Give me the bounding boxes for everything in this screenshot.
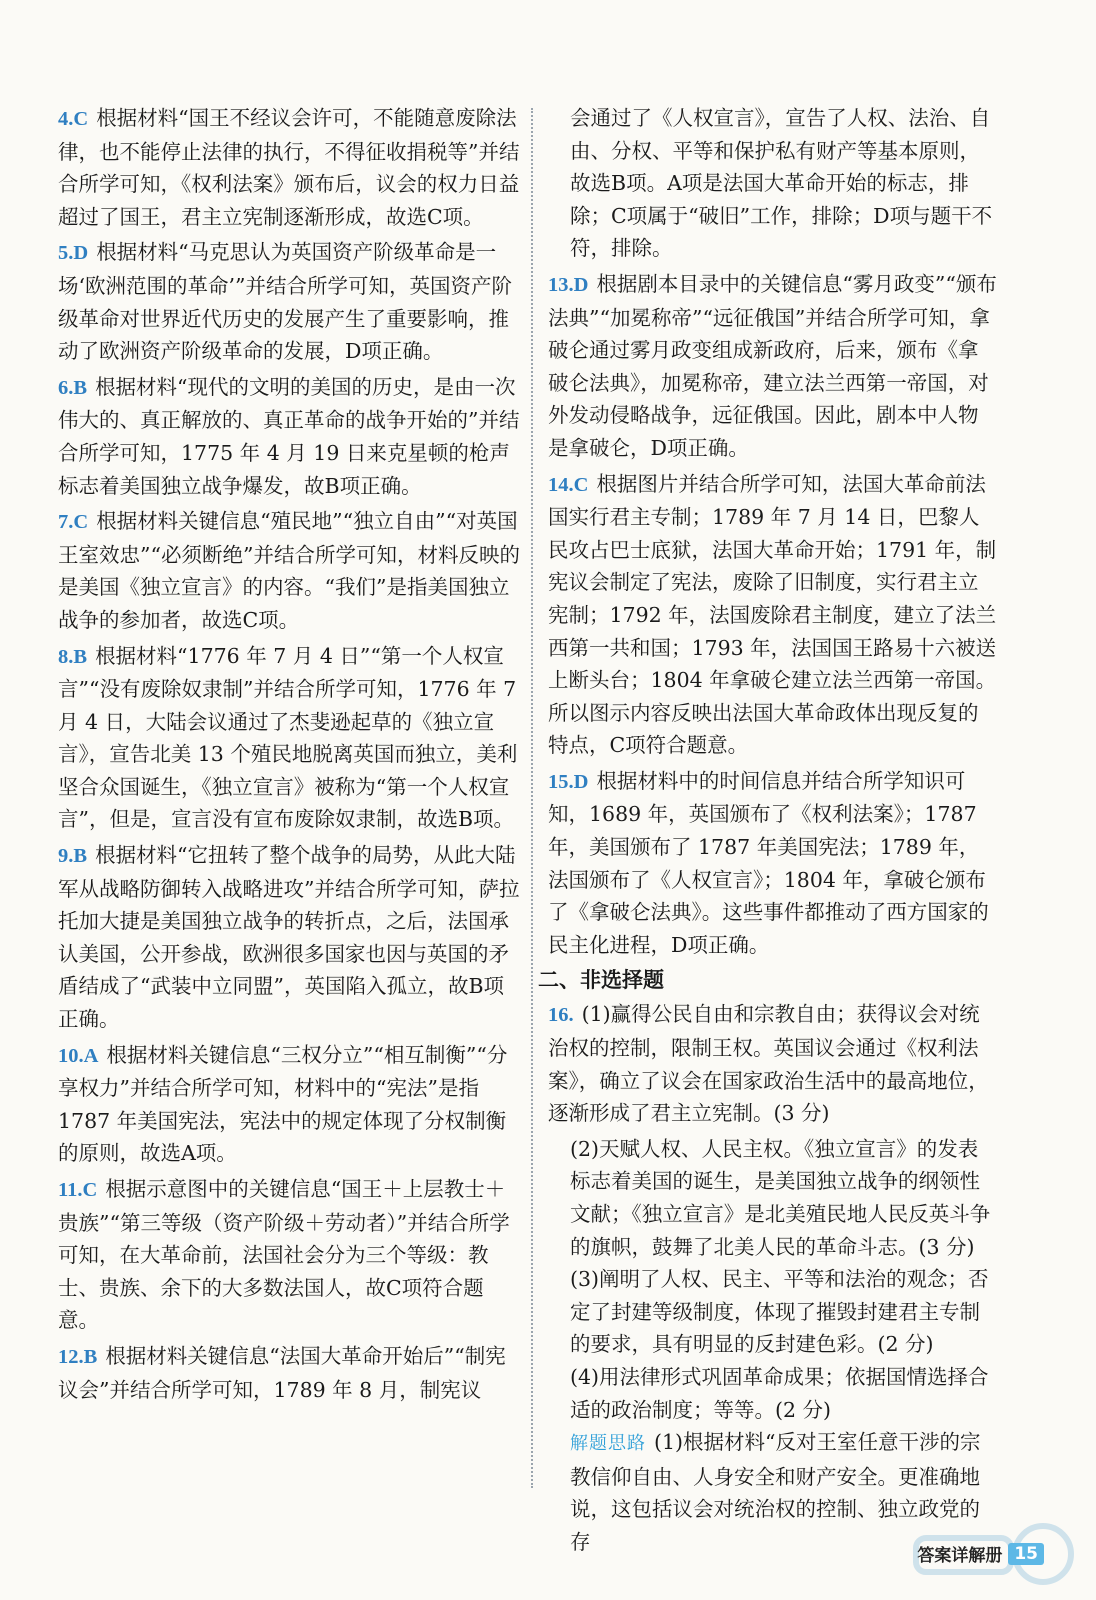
item-text: 根据材料中的时间信息并结合所学知识可知，1689 年，英国颁布了《权利法案》；1787 年，美国颁布了 1787 年美国宪法；1789 年，法国颁布了《人权宣言》；1804 年，拿破仑颁布了《拿破仑法典》。这些事件都推动了西方国家的民主化进程，D项正确。: [548, 768, 989, 957]
answer-item-10: [58, 1039, 520, 1170]
answer-item-9: [58, 839, 520, 1036]
item-text: 根据材料关键信息“殖民地”“独立自由”“对英国王室效忠”“必须断绝”并结合所学可知，材料反映的是美国《独立宣言》的内容。“我们”是指美国独立战争的参加者，故选C项。: [58, 509, 520, 632]
item-text: 根据材料“它扭转了整个战争的局势，从此大陆军从战略防御转入战略进攻”并结合所学可知，萨拉托加大捷是美国独立战争的转折点，之后，法国承认美国，公开参战，欧洲很多国家也因与英国的矛盾结成了“武装中立同盟”，英国陷入孤立，故B项正确。: [58, 843, 520, 1032]
answer-item-6: [58, 371, 520, 502]
item-number: 4.C: [58, 108, 89, 130]
answer-item-13: [548, 268, 998, 465]
left-column: [58, 102, 520, 1409]
item-text: 根据材料“1776 年 7 月 4 日”“第一个人权宣言”“没有废除奴隶制”并结合所学可知，1776 年 7 月 4 日，大陆会议通过了杰斐逊起草的《独立宣言》，宣告北美 13 个殖民地脱离英国而独立，美利坚合众国诞生，《独立宣言》被称为“第一个人权宣言”，但是，宣言没有宣布废除奴隶制，故选B项。: [58, 643, 518, 832]
column-divider: [531, 108, 533, 1488]
item-number: 11.C: [58, 1179, 98, 1201]
item-number: 16.: [548, 1004, 574, 1027]
answer-item-16: [548, 998, 998, 1129]
item-16-part-3: (3)阐明了人权、民主、平等和法治的观念；否定了封建等级制度，体现了摧毁封建君主专制的要求，具有明显的反封建色彩。(2 分): [570, 1267, 989, 1357]
item-16-part-1: (1)赢得公民自由和宗教自由；获得议会对统治权的控制，限制王权。英国议会通过《权利法案》，确立了议会在国家政治生活中的最高地位，逐渐形成了君主立宪制。(3 分): [548, 1002, 989, 1126]
item-number: 5.D: [58, 242, 89, 265]
answer-item-15: [548, 765, 998, 962]
answer-item-14: [548, 468, 998, 762]
answer-item-12-continued: [548, 102, 998, 265]
solution-tip-text: (1)根据材料“反对王室任意干涉的宗教信仰自由、人身安全和财产安全。更准确地说，这包括议会对统治权的控制、独立政党的存: [570, 1430, 981, 1554]
solution-tip-label: 解题思路: [570, 1433, 646, 1455]
item-number: 14.C: [548, 473, 589, 496]
page-number: 15: [1008, 1543, 1044, 1565]
item-text: 根据图片并结合所学可知，法国大革命前法国实行君主专制；1789 年 7 月 14 日，巴黎人民攻占巴士底狱，法国大革命开始；1791 年，制宪议会制定了宪法，废除了旧制度，实行君主立宪制；1792 年，法国废除君主制度，建立了法兰西第一共和国；1793 年，法国国王路易十六被送上断头台；1804 年拿破仑建立法兰西第一帝国。所以图示内容反映出法国大革命政体出现反复的特点，C项符合题意。: [548, 471, 997, 758]
item-text: 根据材料“现代的文明的美国的历史，是由一次伟大的、真正解放的、真正革命的战争开始的”并结合所学可知，1775 年 4 月 19 日来克星顿的枪声标志着美国独立战争爆发，故B项正确。: [58, 374, 520, 498]
answer-item-5: [58, 236, 520, 367]
answer-item-8: [58, 640, 520, 837]
item-number: 6.B: [58, 376, 88, 399]
answer-item-7: [58, 505, 520, 636]
item-number: 13.D: [548, 273, 589, 296]
item-text: 会通过了《人权宣言》，宣告了人权、法治、自由、分权、平等和保护私有财产等基本原则，故选B项。A项是法国大革命开始的标志，排除；C项属于“破旧”工作，排除；D项与题干不符，排除。: [570, 106, 993, 261]
item-number: 15.D: [548, 770, 589, 793]
item-text: 根据示意图中的关键信息“国王＋上层教士＋贵族”“第三等级（资产阶级＋劳动者）”并结合所学可知，在大革命前，法国社会分为三个等级：教士、贵族、余下的大多数法国人，故C项符合题意。: [58, 1177, 510, 1333]
right-column: [538, 102, 998, 1559]
answer-item-4: [58, 102, 520, 233]
item-number: 8.B: [58, 645, 88, 668]
item-16-part-4: (4)用法律形式巩固革命成果；依据国情选择合适的政治制度；等等。(2 分): [570, 1364, 989, 1422]
answer-item-11: [58, 1173, 520, 1337]
item-text: 根据材料“马克思认为英国资产阶级革命是一场‘欧洲范围的革命’”并结合所学可知，英国资产阶级革命对世界近代历史的发展产生了重要影响，推动了欧洲资产阶级革命的发展，D项正确。: [58, 240, 513, 364]
item-text: 根据材料关键信息“三权分立”“相互制衡”“分享权力”并结合所学可知，材料中的“宪法”是指 1787 年美国宪法，宪法中的规定体现了分权制衡的原则，故选A项。: [58, 1042, 508, 1166]
answer-item-12: [58, 1340, 520, 1406]
item-number: 12.B: [58, 1345, 98, 1368]
section-title: 二、非选择题: [538, 968, 664, 993]
item-text: 根据材料“国王不经议会许可，不能随意废除法律，也不能停止法律的执行，不得征收捐税等”并结合所学可知，《权利法案》颁布后，议会的权力日益超过了国王，君主立宪制逐渐形成，故选C项。: [58, 106, 520, 229]
item-number: 7.C: [58, 511, 89, 534]
page-footer: [917, 1541, 1044, 1566]
footer-label: 答案详解册: [917, 1546, 1003, 1566]
item-text: 根据剧本目录中的关键信息“雾月政变”“颁布法典”“加冕称帝”“远征俄国”并结合所学可知，拿破仑通过雾月政变组成新政府，后来，颁布《拿破仑法典》，加冕称帝，建立法兰西第一帝国，对外发动侵略战争，远征俄国。因此，剧本中人物是拿破仑，D项正确。: [548, 271, 997, 460]
item-number: 9.B: [58, 845, 88, 868]
item-number: 10.A: [58, 1044, 99, 1067]
item-16-part-2: (2)天赋人权、人民主权。《独立宣言》的发表标志着美国的诞生，是美国独立战争的纲领性文献；《独立宣言》是北美殖民地人民反英斗争的旗帜，鼓舞了北美人民的革命斗志。(3 分): [570, 1136, 991, 1259]
item-text: 根据材料关键信息“法国大革命开始后”“制宪议会”并结合所学可知，1789 年 8 月，制宪议: [58, 1343, 506, 1402]
